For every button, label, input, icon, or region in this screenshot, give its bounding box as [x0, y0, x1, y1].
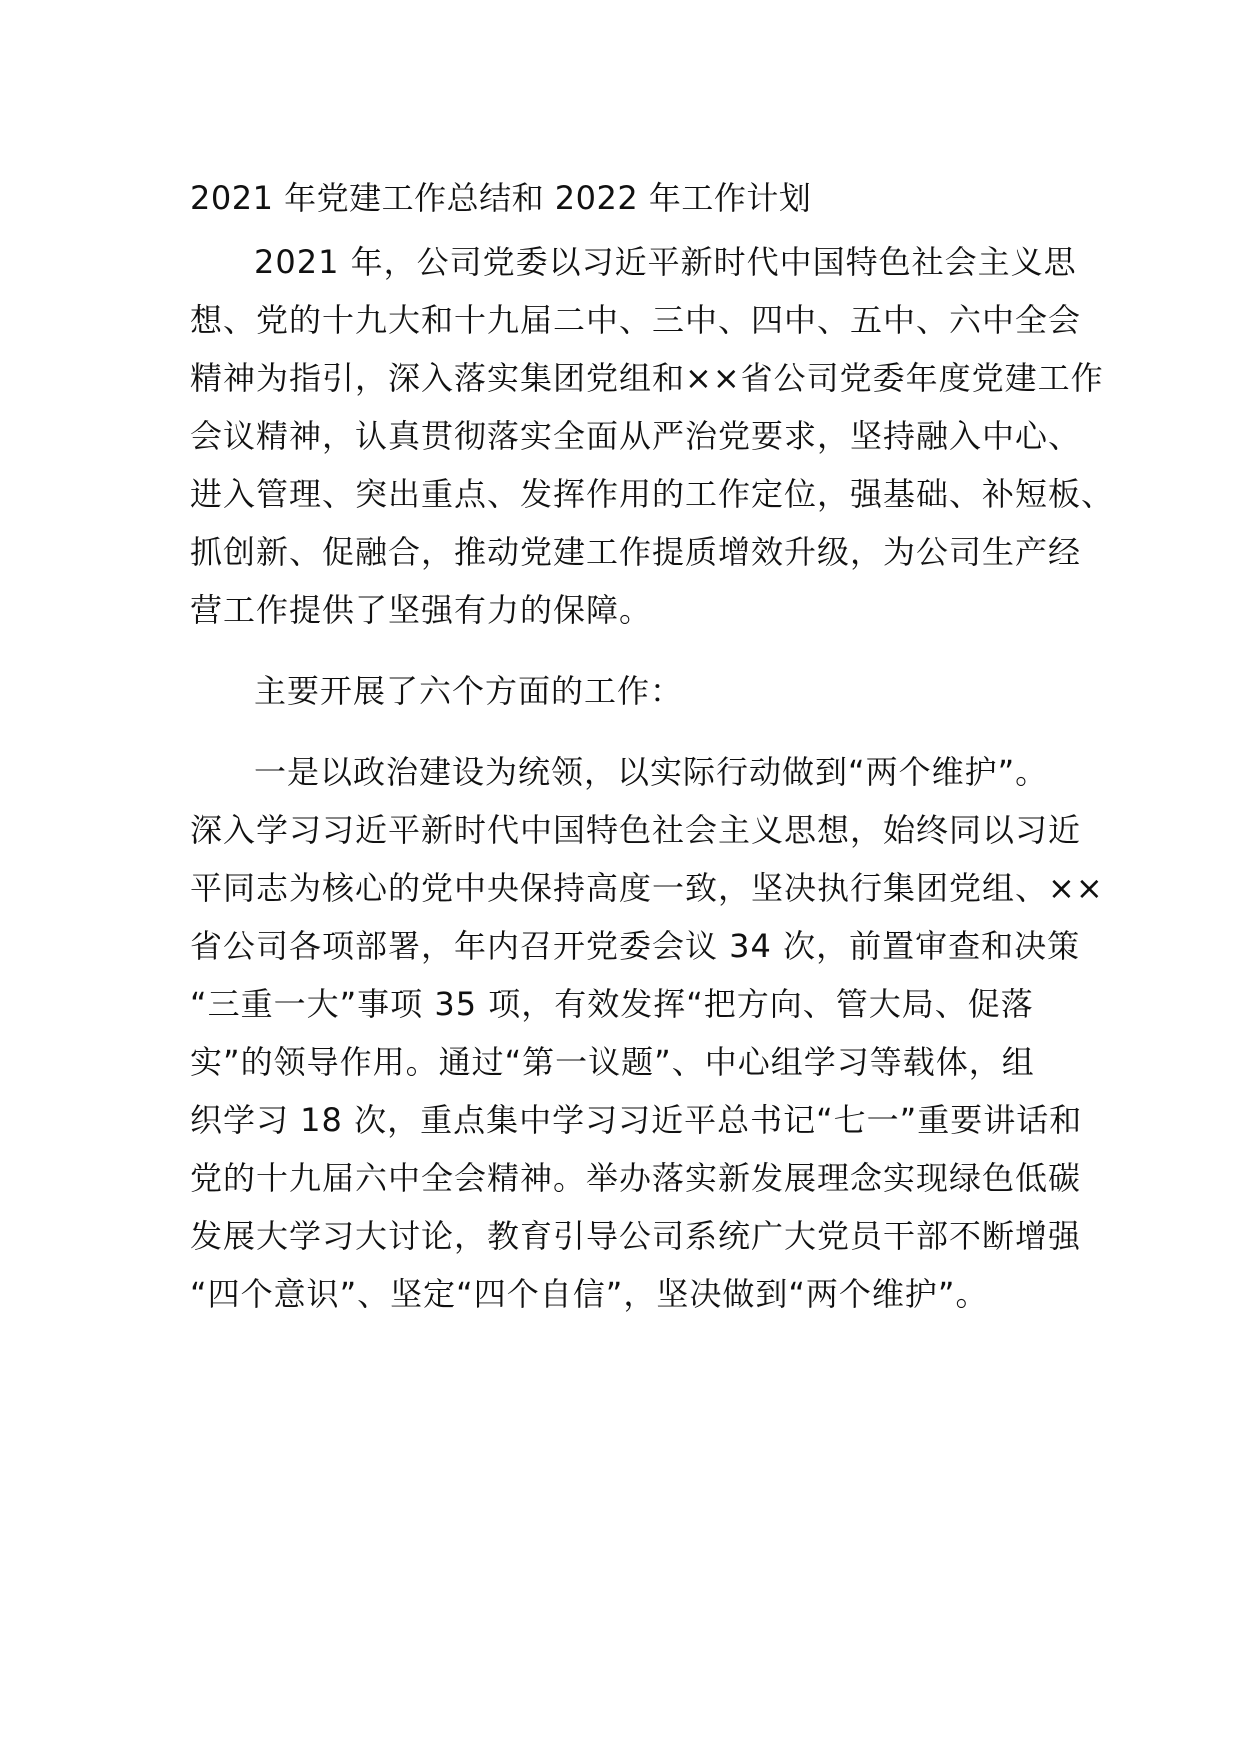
- item-1-line-4: 省公司各项部署，年内召开党委会议 34 次，前置审查和决策: [190, 927, 1081, 965]
- intro-line-1: 2021 年，公司党委以习近平新时代中国特色社会主义思: [254, 243, 1077, 281]
- item-1-line-9: 发展大学习大讨论，教育引导公司系统广大党员干部不断增强: [190, 1217, 1082, 1255]
- intro-line-5: 进入管理、突出重点、发挥作用的工作定位，强基础、补短板、: [190, 475, 1115, 513]
- item-1-line-3: 平同志为核心的党中央保持高度一致，坚决执行集团党组、××: [190, 869, 1104, 907]
- item-1-line-5: “三重一大”事项 35 项，有效发挥“把方向、管大局、促落: [190, 985, 1034, 1023]
- intro-line-7: 营工作提供了坚强有力的保障。: [190, 591, 653, 629]
- item-1-line-8: 党的十九届六中全会精神。举办落实新发展理念实现绿色低碳: [190, 1159, 1082, 1197]
- intro-line-2: 想、党的十九大和十九届二中、三中、四中、五中、六中全会: [190, 301, 1082, 339]
- intro-line-3: 精神为指引，深入落实集团党组和××省公司党委年度党建工作: [190, 359, 1104, 397]
- item-1-line-10: “四个意识”、坚定“四个自信”，坚决做到“两个维护”。: [190, 1275, 989, 1313]
- intro-line-4: 会议精神，认真贯彻落实全面从严治党要求，坚持融入中心、: [190, 417, 1082, 455]
- item-1-line-7: 织学习 18 次，重点集中学习习近平总书记“七一”重要讲话和: [190, 1101, 1083, 1139]
- overview-line-1: 主要开展了六个方面的工作：: [254, 672, 684, 710]
- item-1-line-1: 一是以政治建设为统领，以实际行动做到“两个维护”。: [254, 753, 1049, 791]
- intro-line-6: 抓创新、促融合，推动党建工作提质增效升级，为公司生产经: [190, 533, 1082, 571]
- document-title: 2021 年党建工作总结和 2022 年工作计划: [190, 179, 812, 217]
- item-1-line-6: 实”的领导作用。通过“第一议题”、中心组学习等载体，组: [190, 1043, 1035, 1081]
- item-1-line-2: 深入学习习近平新时代中国特色社会主义思想，始终同以习近: [190, 811, 1082, 849]
